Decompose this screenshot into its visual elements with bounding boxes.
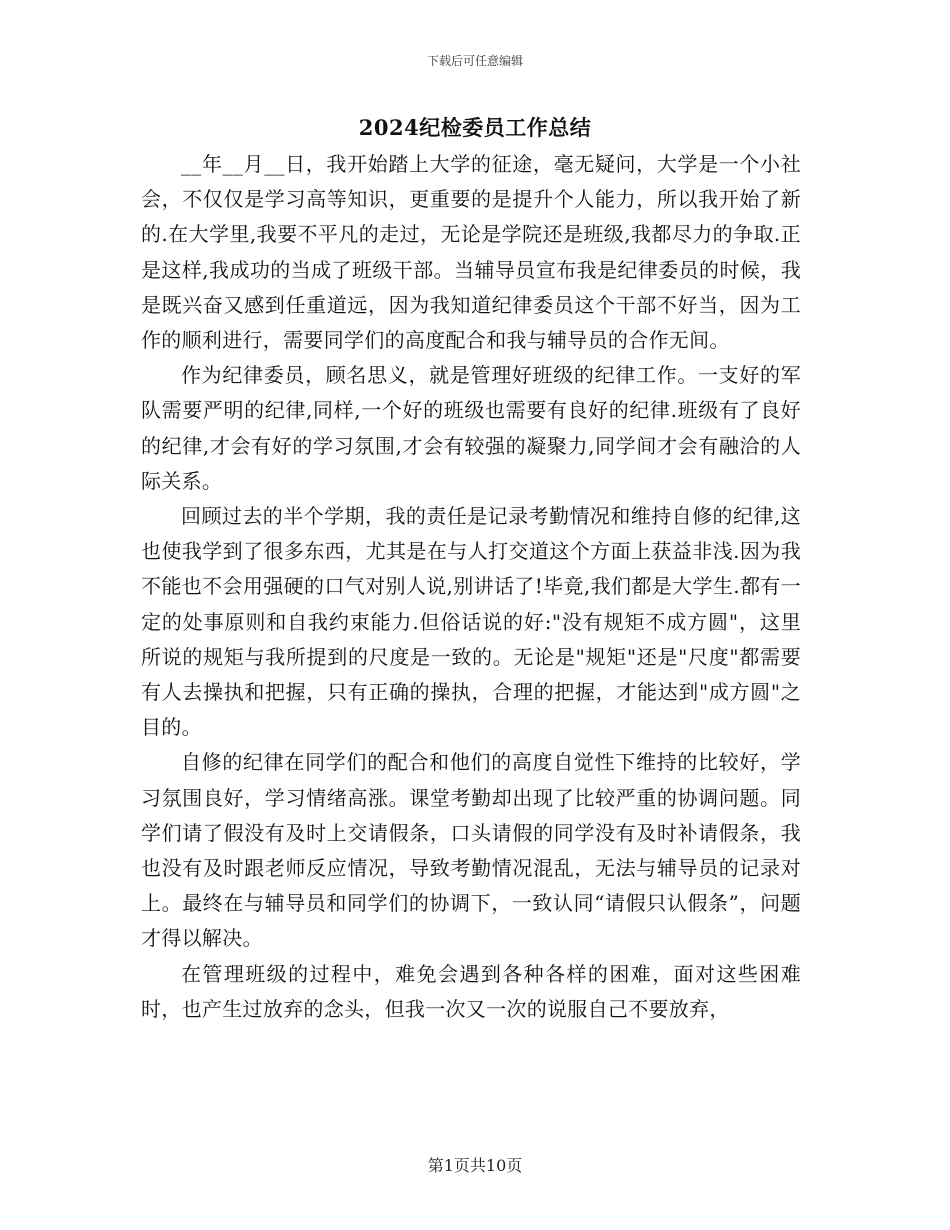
body-paragraph-4: 自修的纪律在同学们的配合和他们的高度自觉性下维持的比较好，学习氛围良好，学习情绪高涨。课堂考勤却出现了比较严重的协调问题。同学们请了假没有及时上交请假条，口头请假的同学没有及时补请假条，我也没有及时跟老师反应情况，导致考勤情况混乱，无法与辅导员的记录对上。最终在与辅导员和同学们的协调下，一致认同“请假只认假条”，问题才得以解决。 — [141, 750, 801, 951]
page-number-footer: 第1页共10页 — [427, 1156, 523, 1175]
document-title: 2024纪检委员工作总结 — [358, 115, 592, 140]
body-paragraph-2: 作为纪律委员，顾名思义，就是管理好班级的纪律工作。一支好的军队需要严明的纪律,同样,一个好的班级也需要有良好的纪律.班级有了良好的纪律,才会有好的学习氛围,才会有较强的凝聚力,同学间才会有融洽的人际关系。 — [141, 363, 801, 493]
page-header-note: 下载后可任意编辑 — [426, 54, 523, 68]
body-paragraph-5: 在管理班级的过程中，难免会遇到各种各样的困难，面对这些困难时，也产生过放弃的念头，但我一次又一次的说服自己不要放弃， — [141, 961, 801, 1021]
body-paragraph-1: __年__月__日，我开始踏上大学的征途，毫无疑问，大学是一个小社会，不仅仅是学习高等知识，更重要的是提升个人能力，所以我开始了新的.在大学里,我要不平凡的走过，无论是学院还是班级,我都尽力的争取.正是这样,我成功的当成了班级干部。当辅导员宣布我是纪律委员的时候，我是既兴奋又感到任重道远，因为我知道纪律委员这个干部不好当，因为工作的顺利进行，需要同学们的高度配合和我与辅导员的合作无间。 — [141, 152, 801, 353]
document-body — [141, 147, 801, 1027]
body-paragraph-3: 回顾过去的半个学期，我的责任是记录考勤情况和维持自修的纪律,这也使我学到了很多东西，尤其是在与人打交道这个方面上获益非浅.因为我不能也不会用强硬的口气对别人说,别讲话了!毕竟,我们都是大学生.都有一定的处事原则和自我约束能力.但俗话说的好:"没有规矩不成方圆"，这里所说的规矩与我所提到的尺度是一致的。无论是"规矩"还是"尺度"都需要有人去操执和把握，只有正确的操执，合理的把握，才能达到"成方圆"之目的。 — [141, 504, 801, 740]
